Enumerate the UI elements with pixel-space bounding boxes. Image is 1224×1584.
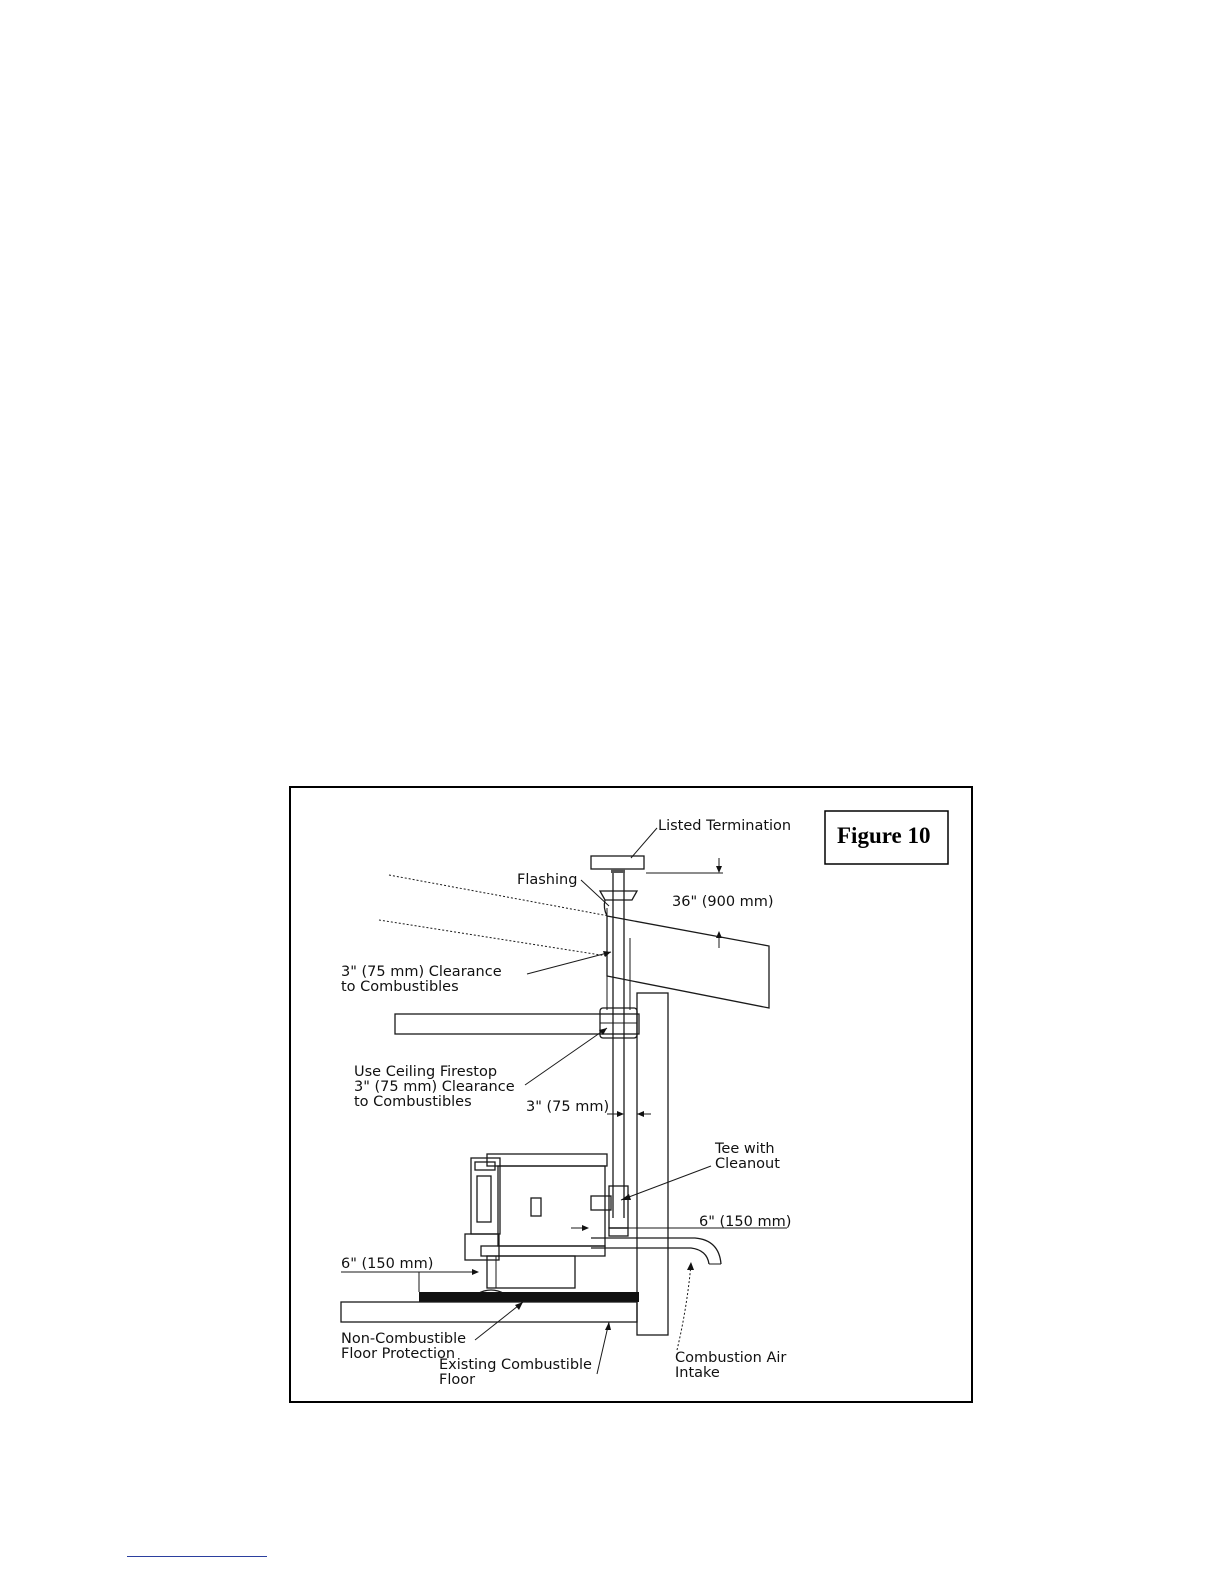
roof-rafter <box>607 916 769 1008</box>
figure-title: Figure 10 <box>837 823 931 848</box>
listed-termination-leader <box>631 828 657 858</box>
noncomb-leader <box>475 1302 523 1340</box>
stove-window <box>477 1176 491 1222</box>
tee-leader <box>621 1166 711 1200</box>
roof-clearance-label-1: 3" (75 mm) Clearance <box>341 964 502 980</box>
tee-dim-arrowhead <box>582 1225 589 1231</box>
floor-dim-arrowhead <box>472 1269 479 1275</box>
tee-label-1: Tee with <box>715 1141 775 1157</box>
existing-floor-label-2: Floor <box>439 1372 476 1388</box>
listed-termination-label: Listed Termination <box>658 818 792 834</box>
roof-line-lower <box>379 920 607 956</box>
termination-cap <box>591 856 644 869</box>
dim-36-label: 36" (900 mm) <box>672 894 774 910</box>
tee-dim-label: 6" (150 mm) <box>699 1214 792 1230</box>
stove-body <box>498 1166 605 1246</box>
air-intake-label-1: Combustion Air <box>675 1350 787 1366</box>
roof-clearance-leader <box>527 952 611 974</box>
flashing-label: Flashing <box>517 872 578 888</box>
air-intake-label-2: Intake <box>675 1365 720 1381</box>
air-intake-pipe-bottom <box>591 1248 709 1264</box>
existing-floor-arrowhead <box>605 1322 611 1330</box>
wall-clearance-label: 3" (75 mm) <box>526 1099 610 1115</box>
termination-screen <box>611 869 625 873</box>
floor-protection-pad <box>419 1292 639 1302</box>
dim-36-arrowhead-top <box>716 866 722 873</box>
noncomb-label-1: Non-Combustible <box>341 1331 467 1347</box>
tee-label-2: Cleanout <box>715 1156 780 1172</box>
wall <box>637 993 668 1335</box>
firestop-label-3: to Combustibles <box>354 1094 472 1110</box>
wall-clearance-arrowhead-left <box>617 1111 624 1117</box>
noncomb-arrowhead <box>515 1302 523 1310</box>
firestop-label-2: 3" (75 mm) Clearance <box>354 1079 515 1095</box>
stove-pedestal <box>487 1256 575 1288</box>
venting-diagram-svg <box>291 788 975 1405</box>
combustible-floor <box>341 1302 637 1322</box>
stove-top <box>487 1154 607 1166</box>
tee-cap <box>609 1228 628 1236</box>
air-intake-arrowhead <box>687 1262 694 1270</box>
tee-branch <box>591 1196 611 1210</box>
flashing-leader <box>581 880 609 906</box>
roof-clearance-label-2: to Combustibles <box>341 979 459 995</box>
noncomb-label-2: Floor Protection <box>341 1346 456 1362</box>
firestop-label-1: Use Ceiling Firestop <box>354 1064 498 1080</box>
dim-36-arrowhead-bottom <box>716 931 722 938</box>
tee-cleanout <box>609 1186 628 1228</box>
existing-floor-label-1: Existing Combustible <box>439 1357 592 1373</box>
flashing <box>600 891 637 900</box>
air-intake-leader <box>677 1264 691 1350</box>
firestop-leader <box>525 1028 607 1085</box>
floor-dim-label: 6" (150 mm) <box>341 1256 434 1272</box>
wall-clearance-arrowhead-right <box>637 1111 644 1117</box>
figure-10-diagram <box>289 786 973 1403</box>
footnote-rule <box>127 1556 267 1557</box>
stove-label-plate <box>531 1198 541 1216</box>
tee-arrowhead <box>621 1194 631 1200</box>
